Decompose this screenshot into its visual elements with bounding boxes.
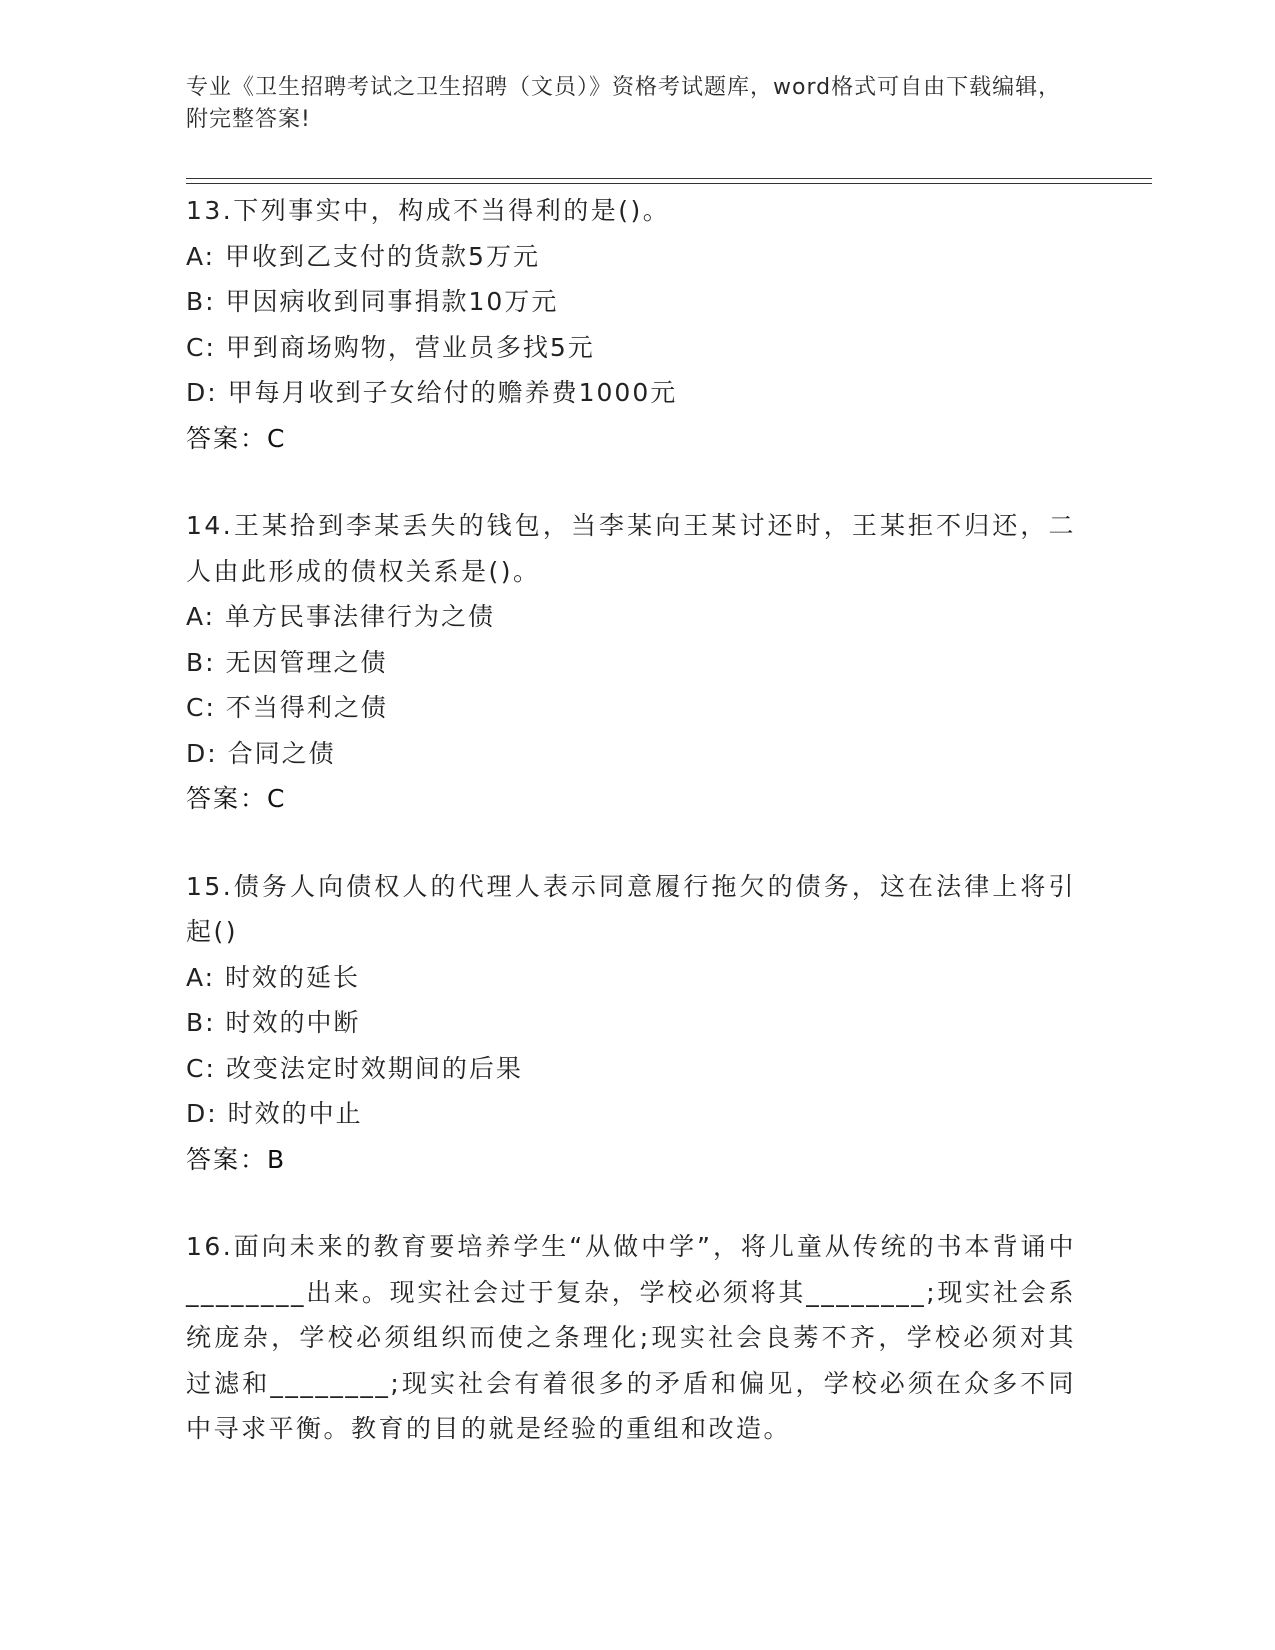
- question-15: [186, 864, 1076, 1183]
- option-b: B: 时效的中断: [186, 1008, 361, 1037]
- option-a: A: 时效的延长: [186, 962, 361, 992]
- question-stem: 13.下列事实中，构成不当得利的是()。: [186, 196, 671, 225]
- answer: 答案：C: [186, 423, 287, 453]
- document-header: [186, 72, 1066, 136]
- header-rule-bottom: [186, 183, 1152, 184]
- option-c: C: 改变法定时效期间的后果: [186, 1053, 523, 1083]
- option-a: A: 单方民事法律行为之债: [186, 602, 496, 631]
- option-d: D: 合同之债: [186, 738, 336, 768]
- header-text: 专业《卫生招聘考试之卫生招聘（文员）》资格考试题库，word格式可自由下载编辑，附完整答案!: [186, 75, 1062, 132]
- option-c: C: 甲到商场购物，营业员多找5元: [186, 332, 595, 362]
- answer: 答案：C: [186, 784, 287, 813]
- header-rule-top: [186, 178, 1152, 179]
- question-stem: 16.面向未来的教育要培养学生“从做中学”，将儿童从传统的书本背诵中________出来。现实社会过于复杂，学校必须将其________;现实社会系统庞杂，学校必须组织而使之条理化;现实社会良莠不齐，学校必须对其过滤和________;现实社会有着很多的矛盾和偏见，学校必须在众多不同中寻求平衡。教育的目的就是经验的重组和改造。: [186, 1232, 1076, 1443]
- option-b: B: 甲因病收到同事捐款10万元: [186, 287, 559, 316]
- answer: 答案：B: [186, 1144, 287, 1174]
- question-13: [186, 188, 1076, 461]
- question-list: [186, 188, 1076, 1494]
- option-d: D: 甲每月收到子女给付的赡养费1000元: [186, 378, 678, 407]
- option-c: C: 不当得利之债: [186, 693, 388, 722]
- option-a: A: 甲收到乙支付的货款5万元: [186, 241, 540, 271]
- question-stem: 14.王某拾到李某丢失的钱包，当李某向王某讨还时，王某拒不归还，二人由此形成的债权关系是()。: [186, 511, 1076, 586]
- option-b: B: 无因管理之债: [186, 647, 388, 677]
- question-14: [186, 503, 1076, 822]
- option-d: D: 时效的中止: [186, 1099, 363, 1128]
- question-16: [186, 1224, 1076, 1452]
- question-stem: 15.债务人向债权人的代理人表示同意履行拖欠的债务，这在法律上将引起(): [186, 871, 1076, 946]
